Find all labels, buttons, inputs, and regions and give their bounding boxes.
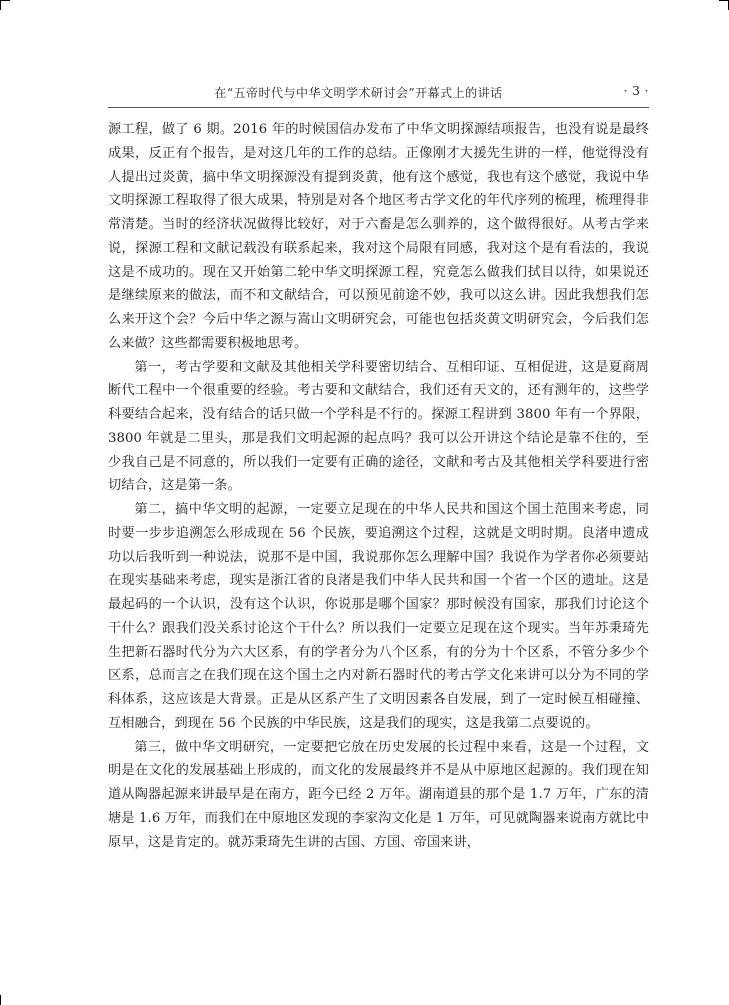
- crop-mark-bottom-left-vertical: [0, 995, 1, 1005]
- running-header-title: 在“五帝时代与中华文明学术研讨会”开幕式上的讲话: [214, 86, 503, 100]
- body-text: [108, 118, 649, 854]
- crop-mark-top-left-horizontal: [0, 0, 10, 1]
- paragraph-continued: 源工程，做了 6 期。2016 年的时候国信办发布了中华文明探源结项报告，也没有说是最终成果，反正有个报告，是对这几年的工作的总结。正像刚才大援先生讲的一样，他觉得没有人提出过炎黄，搞中华文明探源没有提到炎黄，他有这个感觉，我也有这个感觉，我说中华文明探源工程取得了很大成果，特别是对各个地区考古学文化的年代序列的梳理，梳理得非常清楚。当时的经济状况做得比较好，对于六畜是怎么驯养的，这个做得很好。从考古学来说，探源工程和文献记载没有联系起来，我对这个局限有同感，我对这个是有看法的，我说这是不成功的。现在又开始第二轮中华文明探源工程，究竟怎么做我们拭目以待，如果说还是继续原来的做法，而不和文献结合，可以预见前途不妙，我可以这么讲。因此我想我们怎么来开这个会？今后中华之源与嵩山文明研究会，可能也包括炎黄文明研究会，今后我们怎么来做？这些都需要积极地思考。: [108, 122, 649, 351]
- running-header: [108, 84, 649, 104]
- paragraph-point-three: 第三，做中华文明研究，一定要把它放在历史发展的长过程中来看，这是一个过程，文明是在文化的发展基础上形成的，而文化的发展最终并不是从中原地区起源的。我们现在知道从陶器起源来讲最早是在南方，距今已经 2 万年。湖南道县的那个是 1.7 万年，广东的清塘是 1.6 万年，而我们在中原地区发现的李家沟文化是 1 万年，可见就陶器来说南方就比中原早，这是肯定的。就苏秉琦先生讲的古国、方国、帝国来讲，: [108, 739, 649, 850]
- paragraph-point-two: 第二，搞中华文明的起源，一定要立足现在的中华人民共和国这个国土范围来考虑，同时要一步步追溯怎么形成现在 56 个民族，要追溯这个过程，这就是文明时期。良渚申遗成功以后我听到一种说法，说那不是中国，我说那你怎么理解中国？我说作为学者你必须要站在现实基础来考虑，现实是浙江省的良渚是我们中华人民共和国一个省一个区的遗址。这是最起码的一个认识，没有这个认识，你说那是哪个国家？那时候没有国家，那我们讨论这个干什么？跟我们没关系讨论这个干什么？所以我们一定要立足现在这个现实。当年苏秉琦先生把新石器时代分为六大区系，有的学者分为八个区系，有的分为十个区系，不管分多少个区系，总而言之在我们现在这个国土之内对新石器时代的考古学文化来讲可以分为不同的学科体系，这应该是大背景。正是从区系产生了文明因素各自发展，到了一定时候互相碰撞、互相融合，到现在 56 个民族的中华民族，这是我们的现实，这是我第二点要说的。: [108, 502, 649, 731]
- paragraph-point-one: 第一，考古学要和文献及其他相关学科要密切结合、互相印证、互相促进，这是夏商周断代工程中一个很重要的经验。考古要和文献结合，我们还有天文的，还有测年的，这些学科要结合起来，没有结合的话只做一个学科是不行的。探源工程讲到 3800 年有一个界限，3800 年就是二里头，那是我们文明起源的起点吗？我可以公开讲这个结论是靠不住的，至少我自己是不同意的，所以我们一定要有正确的途径，文献和考古及其他相关学科要进行密切结合，这是第一条。: [108, 359, 649, 494]
- crop-mark-top-left-vertical: [0, 0, 1, 10]
- page-number: · 3 ·: [623, 84, 649, 98]
- header-divider: [108, 107, 649, 108]
